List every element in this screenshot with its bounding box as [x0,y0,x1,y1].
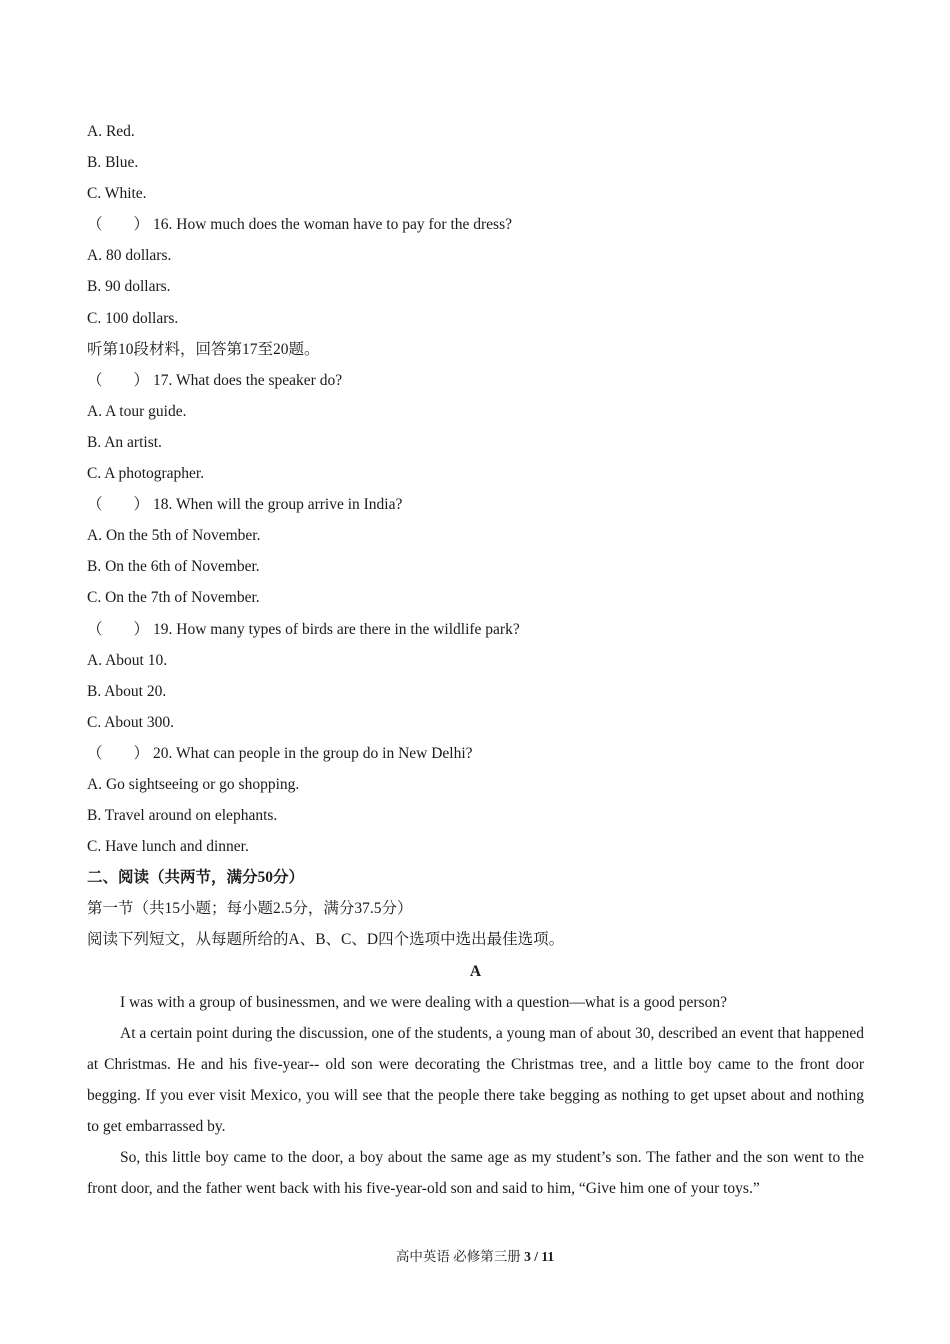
footer-total-pages: 11 [541,1249,555,1264]
question-stem [87,365,864,396]
text-line: C. A photographer. [87,465,205,483]
question-stem [87,489,864,520]
page-content [87,116,864,1204]
text-line: C. 100 dollars. [87,309,179,327]
text-line: A. About 10. [87,651,168,669]
question-text: 16. How much does the woman have to pay for the dress? [153,216,512,234]
question-stem [87,614,864,645]
text-line: 听第10段材料，回答第17至20题。 [87,340,320,358]
question-text: 19. How many types of birds are there in the wildlife park? [153,620,520,638]
text-line: A. Red. [87,123,135,140]
passage-paragraph: So, this little boy came to the door, a boy about the same age as my student’s son. The father and the son went to the front door, and the father went back with his five-year-old son and said to him, “Give him one of your toys.” [87,1149,864,1198]
footer-page-number: 3 [524,1249,531,1264]
text-line: B. About 20. [87,682,167,700]
answer-blank: （ ） [87,744,150,762]
text-line: B. An artist. [87,433,162,451]
answer-blank: （ ） [87,371,150,389]
passage-title: A [469,962,482,980]
text-line: C. Have lunch and dinner. [87,838,249,856]
passage-paragraph: At a certain point during the discussion, one of the students, a young man of about 30, described an event that happened at Christmas. He and his five-year-- old son were decorating the Christmas tree, and a little boy came to the front door begging. If you ever visit Mexico, you will see that the people there take begging as nothing to get upset about and nothing to get embarrassed by. [87,1024,864,1135]
text-line: B. On the 6th of November. [87,558,260,576]
text-line: B. Travel around on elephants. [87,807,278,825]
footer-course: 高中英语 必修第三册 [395,1249,521,1264]
question-stem [87,738,864,769]
question-text: 17. What does the speaker do? [153,371,343,389]
text-line: C. White. [87,185,147,203]
text-line: A. A tour guide. [87,402,187,420]
text-line: B. 90 dollars. [87,278,171,296]
question-text: 20. What can people in the group do in New Delhi? [153,744,473,762]
section-heading: 二、阅读（共两节，满分50分） [87,869,305,887]
page-footer [0,1245,950,1265]
answer-blank: （ ） [87,620,150,638]
text-line: B. Blue. [87,154,139,172]
passage-paragraph: I was with a group of businessmen, and we were dealing with a question—what is a good person? [120,993,727,1011]
text-line: C. About 300. [87,713,174,731]
text-line: C. On the 7th of November. [87,589,260,607]
text-line: 阅读下列短文，从每题所给的A、B、C、D四个选项中选出最佳选项。 [87,931,565,949]
reading-passage [87,987,864,1205]
question-stem [87,209,864,240]
text-line: A. Go sightseeing or go shopping. [87,775,300,793]
question-text: 18. When will the group arrive in India? [153,496,403,514]
answer-blank: （ ） [87,216,150,234]
text-line: A. 80 dollars. [87,247,172,265]
text-line: 第一节（共15小题；每小题2.5分，满分37.5分） [87,900,413,918]
answer-blank: （ ） [87,496,150,514]
footer-separator: / [534,1249,538,1264]
question-lines [87,116,864,987]
text-line: A. On the 5th of November. [87,527,261,545]
